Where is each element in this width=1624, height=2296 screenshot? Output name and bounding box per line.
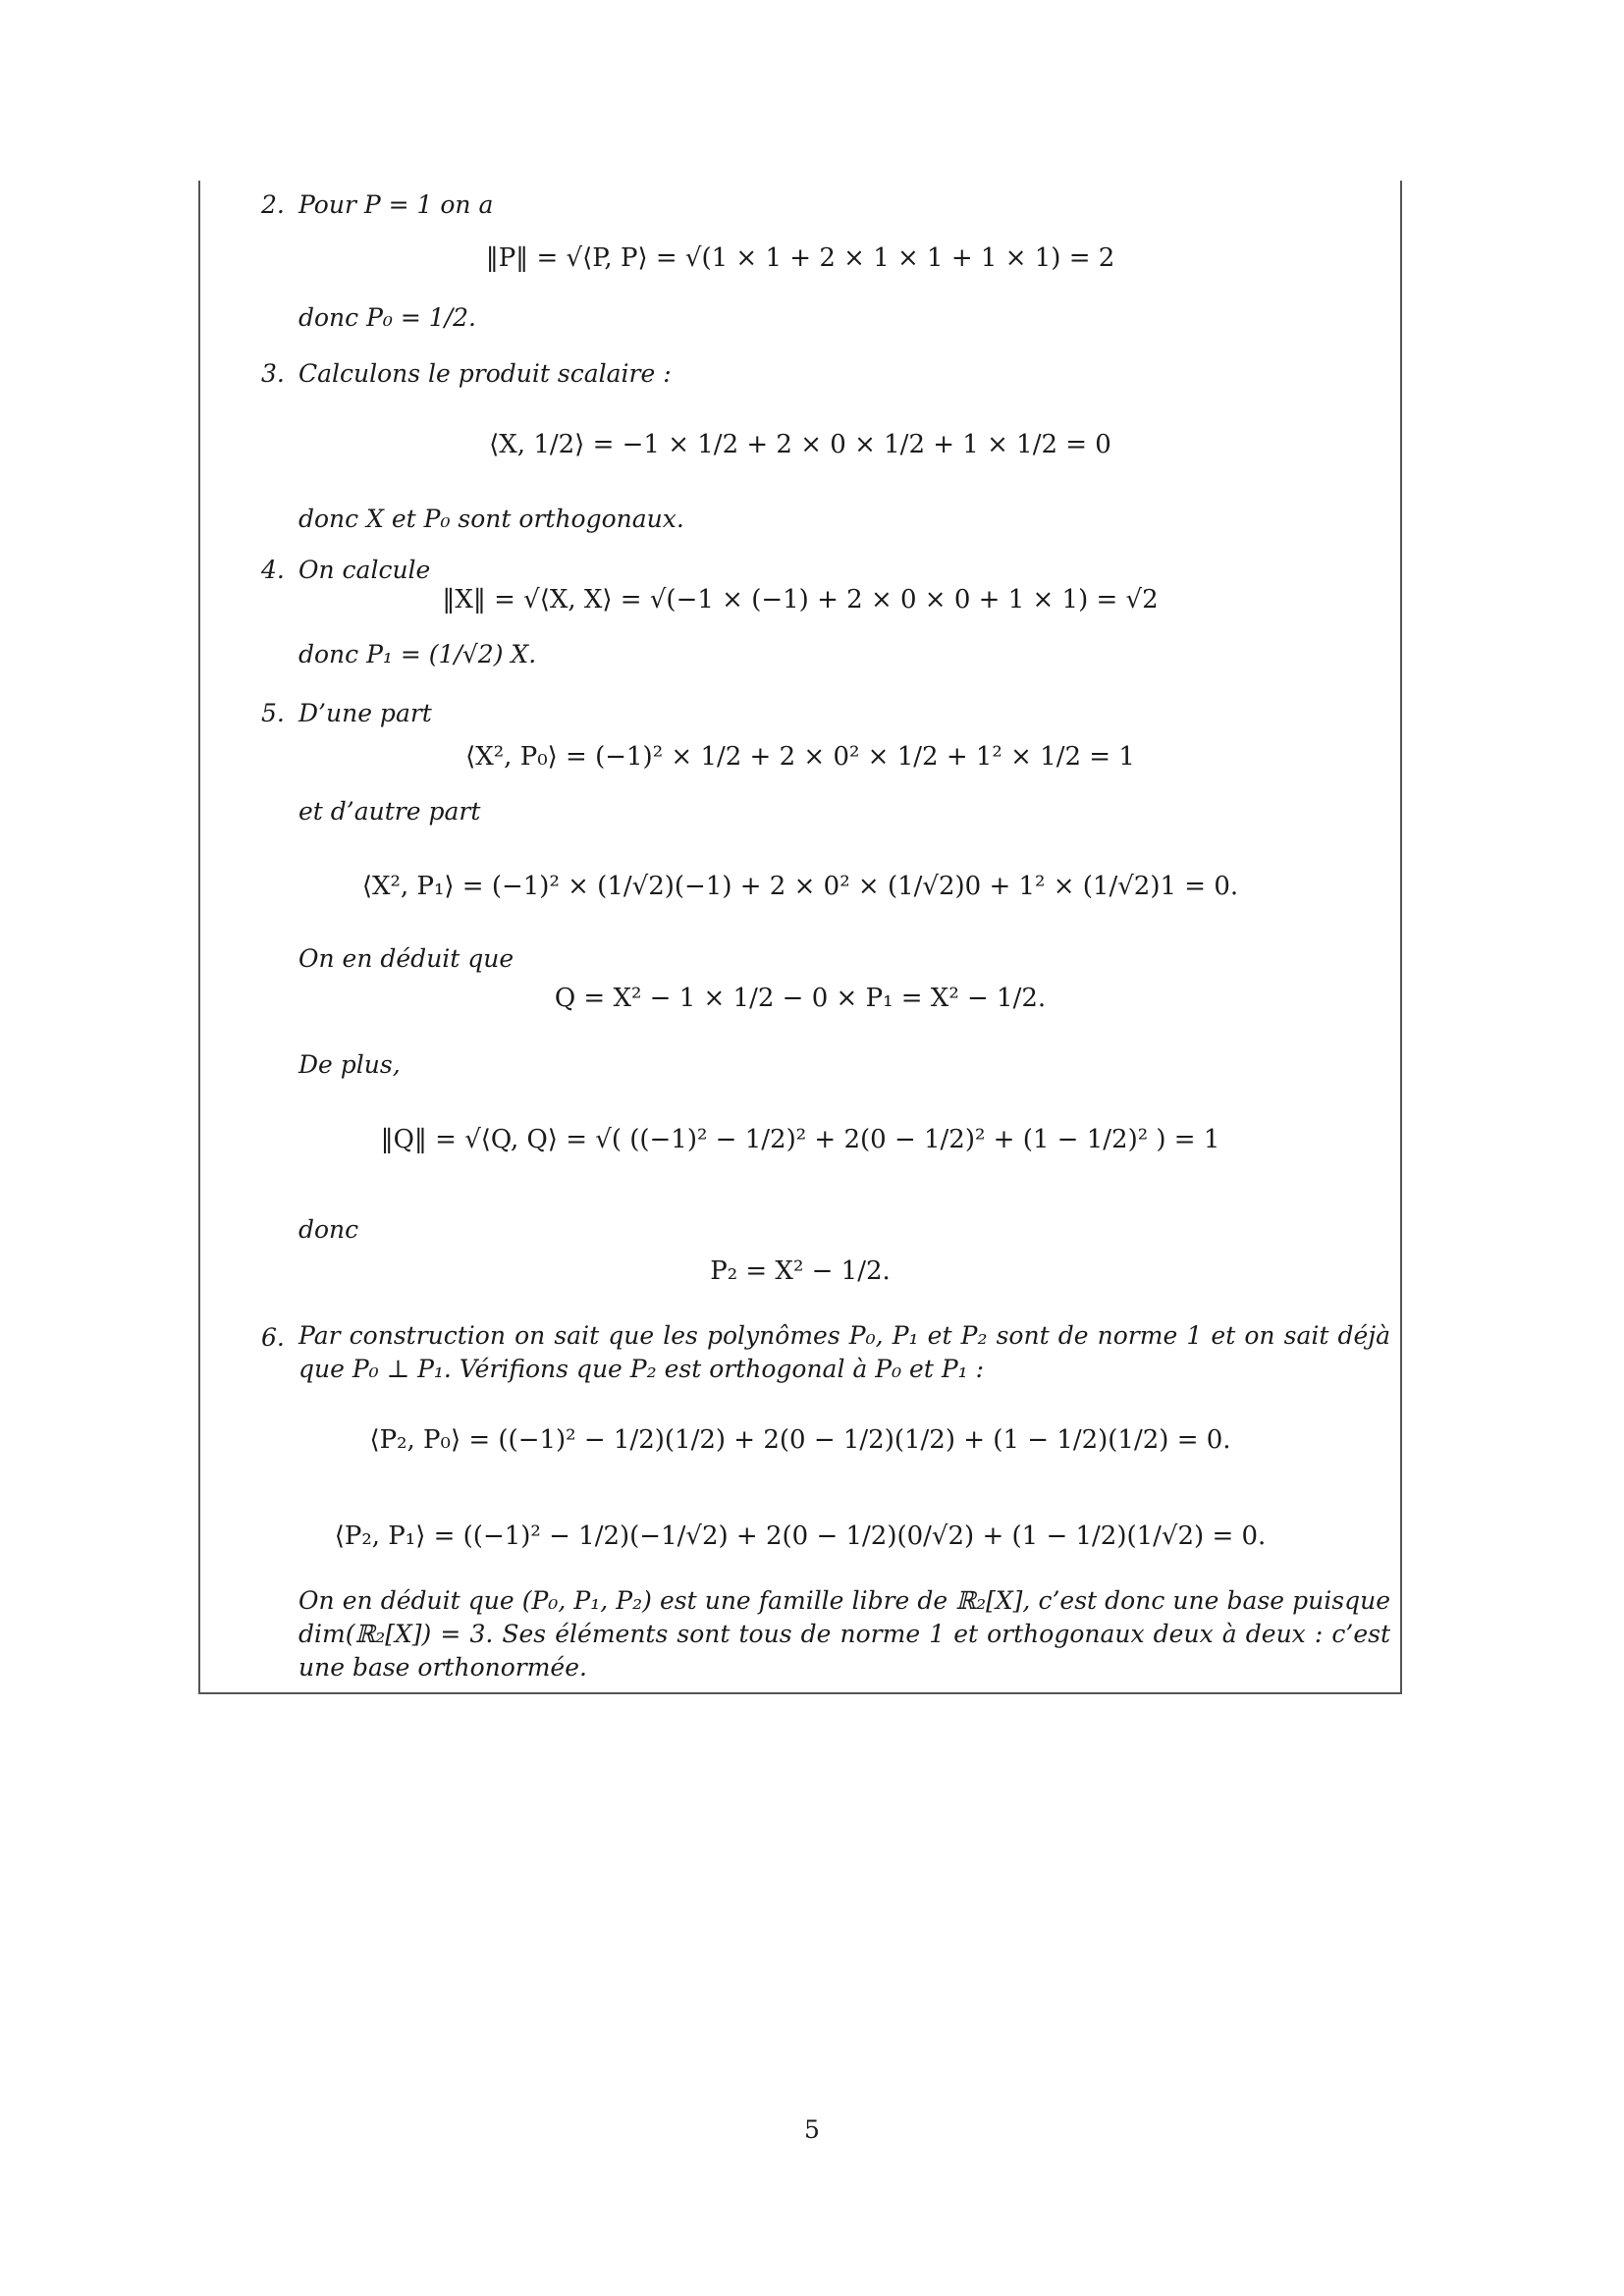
item-text: donc X et P₀ sont orthogonaux. xyxy=(298,505,684,533)
equation: ‖Q‖ = √⟨Q, Q⟩ = √( ((−1)² − 1/2)² + 2(0 − 1/2)² + (1 − 1/2)² ) = 1 xyxy=(380,1125,1220,1154)
equation: ⟨X², P₁⟩ = (−1)² × (1/√2)(−1) + 2 × 0² × (1/√2)0 + 1² × (1/√2)1 = 0. xyxy=(361,872,1239,901)
item-paragraph: On en déduit que (P₀, P₁, P₂) est une famille libre de ℝ₂[X], c’est donc une base puisque dim(ℝ₂[X]) = 3. Ses éléments sont tous de norme 1 et orthogonaux deux à deux : c’est une base orthonormée. xyxy=(298,1586,1390,1682)
equation: ⟨X, 1/2⟩ = −1 × 1/2 + 2 × 0 × 1/2 + 1 × 1/2 = 0 xyxy=(489,430,1111,459)
equation: ⟨X², P₀⟩ = (−1)² × 1/2 + 2 × 0² × 1/2 + 1² × 1/2 = 1 xyxy=(465,742,1135,772)
item-text: Calculons le produit scalaire : xyxy=(298,359,672,388)
equation: ‖P‖ = √⟨P, P⟩ = √(1 × 1 + 2 × 1 × 1 + 1 × 1) = 2 xyxy=(485,243,1115,273)
item-number: 2. xyxy=(261,190,285,219)
equation: ⟨P₂, P₀⟩ = ((−1)² − 1/2)(1/2) + 2(0 − 1/2)(1/2) + (1 − 1/2)(1/2) = 0. xyxy=(369,1425,1231,1455)
item-number: 3. xyxy=(261,359,285,388)
item-number: 5. xyxy=(261,699,285,727)
item-text: D’une part xyxy=(298,699,432,727)
solution-box xyxy=(198,181,1402,1694)
item-text: donc P₀ = 1/2. xyxy=(298,303,476,332)
item-text: et d’autre part xyxy=(298,797,481,826)
equation: P₂ = X² − 1/2. xyxy=(710,1256,891,1286)
item-number: 6. xyxy=(261,1323,285,1352)
item-text: donc P₁ = (1/√2) X. xyxy=(298,640,537,668)
item-text: On calcule xyxy=(298,556,431,584)
item-number: 4. xyxy=(261,556,285,584)
item-text: donc xyxy=(298,1215,359,1244)
equation: ‖X‖ = √⟨X, X⟩ = √(−1 × (−1) + 2 × 0 × 0 + 1 × 1) = √2 xyxy=(442,585,1159,614)
item-text: On en déduit que xyxy=(298,944,514,973)
equation: Q = X² − 1 × 1/2 − 0 × P₁ = X² − 1/2. xyxy=(554,984,1047,1013)
item-text: Pour P = 1 on a xyxy=(298,190,494,219)
page-number: 5 xyxy=(804,2115,820,2144)
item-text: De plus, xyxy=(298,1050,401,1079)
item-paragraph: Par construction on sait que les polynômes P₀, P₁ et P₂ sont de norme 1 et on sait déjà que P₀ ⊥ P₁. Vérifions que P₂ est orthogonal à P₀ et P₁ : xyxy=(298,1321,1390,1383)
equation: ⟨P₂, P₁⟩ = ((−1)² − 1/2)(−1/√2) + 2(0 − 1/2)(0/√2) + (1 − 1/2)(1/√2) = 0. xyxy=(334,1522,1267,1551)
